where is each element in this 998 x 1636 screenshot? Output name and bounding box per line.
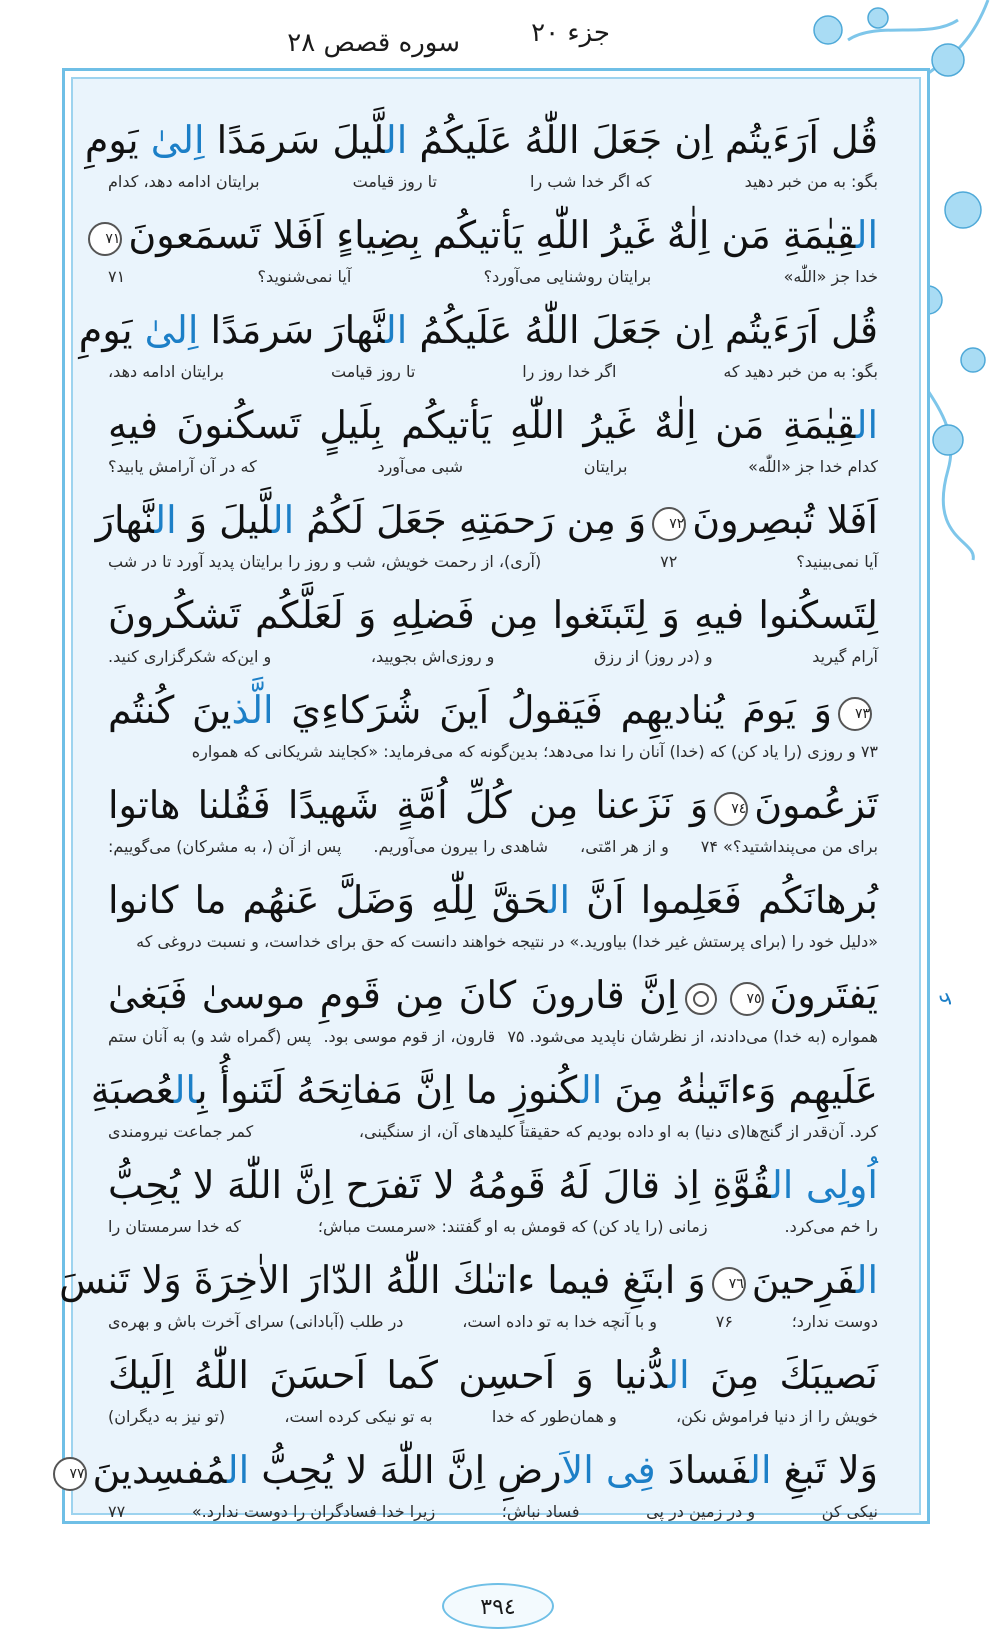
- verse-line-block: [108, 777, 878, 872]
- verse-line-block: [108, 967, 878, 1062]
- arabic-line: [108, 397, 878, 453]
- arabic-text: نَصيبَكَ مِنَ: [689, 1353, 878, 1397]
- persian-translation: [108, 1498, 878, 1528]
- verse-line-block: [108, 397, 878, 492]
- translation-phrase: تا روز قیامت: [352, 172, 437, 191]
- persian-translation: [108, 928, 878, 958]
- page-number: ۳۹٤: [442, 1583, 554, 1629]
- arabic-text: لِتَسكُنوا فيهِ وَ لِتَبتَغوا مِن فَضلِهِ وَ لَعَلَّكُم تَشكُرونَ: [108, 593, 878, 637]
- translation-phrase: به تو نیکی کرده است،: [284, 1407, 433, 1426]
- translation-phrase: برای من می‌پنداشتید؟» ۷۴: [700, 837, 878, 856]
- arabic-text: اِنَّ قارونَ كانَ مِن قَومِ موسىٰ فَبَغىٰ: [108, 973, 678, 1017]
- arabic-text: بُرهانَكُم فَعَلِموا اَنَّ: [570, 878, 878, 922]
- translation-phrase: شبی می‌آورد: [377, 457, 464, 476]
- arabic-line: [59, 1252, 878, 1308]
- translation-phrase: برایتان: [583, 457, 628, 476]
- arabic-text: اَرضِ اِنَّ اللّٰهَ لا يُحِبُّ: [249, 1448, 562, 1492]
- persian-translation: [108, 1023, 878, 1053]
- arabic-text: تَزعُمونَ: [754, 783, 878, 827]
- translation-phrase: آرام گیرید: [812, 647, 878, 666]
- highlighted-word: ال: [385, 308, 408, 352]
- arabic-text: قُل اَرَءَيتُم اِن جَعَلَ اللّٰهُ عَلَيكُمُ: [407, 118, 878, 162]
- highlighted-word: اِلىٰ: [150, 118, 205, 162]
- translation-phrase: ۷۶: [715, 1312, 733, 1331]
- highlighted-word: ال: [547, 878, 571, 922]
- highlighted-word: ال: [272, 498, 295, 542]
- translation-phrase: که اگر خدا شب را: [530, 172, 652, 191]
- arabic-text: فَرِحينَ: [751, 1258, 856, 1302]
- highlighted-word: ال: [855, 1258, 878, 1302]
- translation-phrase: پس (گمراه شد و) به آنان ستم: [108, 1027, 312, 1046]
- verse-number-marker: ٧٧: [53, 1457, 87, 1491]
- arabic-text: نَّهارَ سَرمَدًا: [198, 308, 386, 352]
- arabic-text: وَ مِن رَحمَتِهِ جَعَلَ لَكُمُ: [294, 498, 647, 542]
- highlighted-word: ال: [749, 1448, 772, 1492]
- arabic-text: يَومِ: [78, 308, 145, 352]
- translation-phrase: فساد نباش؛: [501, 1502, 580, 1521]
- verse-line-block: [78, 302, 878, 397]
- translation-phrase: و (در روز) از رزق: [594, 647, 713, 666]
- arabic-text: كُنوزِ ما اِنَّ مَفاتِحَهُ لَتَنوأُ بِ: [197, 1068, 581, 1112]
- highlighted-word: ال: [385, 118, 408, 162]
- persian-translation: [108, 1213, 878, 1243]
- translation-phrase: پس از آن (، به مشرکان) می‌گوییم:: [108, 837, 342, 856]
- arabic-text: [594, 1448, 606, 1492]
- translation-phrase: که خدا سرمستان را: [108, 1217, 241, 1236]
- translation-phrase: اگر خدا روز را: [522, 362, 617, 381]
- arabic-text: وَ ابتَغِ فيما ءاتىٰكَ اللّٰهُ الدّارَ الاٰخِرَةَ وَلا تَنسَ: [59, 1258, 706, 1302]
- arabic-line: [90, 1062, 878, 1118]
- translation-phrase: تا روز قیامت: [330, 362, 416, 381]
- verse-line-block: [105, 207, 878, 302]
- highlighted-word: ال: [855, 213, 878, 257]
- verse-line-block: [59, 1252, 878, 1347]
- arabic-line: [108, 777, 878, 833]
- arabic-line: [108, 1347, 878, 1403]
- arabic-text: ينَ كُنتُم: [108, 688, 232, 732]
- arabic-text: اَفَلا تُبصِرونَ: [692, 498, 878, 542]
- highlighted-word: ال: [667, 1353, 690, 1397]
- verse-number-marker: ٧٣: [838, 697, 872, 731]
- translation-phrase: کمر جماعت نیرومندی: [108, 1122, 254, 1141]
- translation-phrase: و با آنچه خدا به تو داده است،: [462, 1312, 657, 1331]
- sajda-side-mark: ﻋ: [932, 990, 958, 1005]
- verse-number-marker: ٧٢: [652, 507, 686, 541]
- translation-phrase: کدام خدا جز «اللّٰه»: [748, 457, 878, 476]
- persian-translation: [108, 643, 878, 673]
- arabic-text: نَّهارَ: [95, 498, 155, 542]
- juz-label: جزء ۲۰: [531, 18, 610, 48]
- translation-phrase: آیا نمی‌شنوید؟: [257, 267, 352, 286]
- arabic-text: يَفتَرونَ: [769, 973, 878, 1017]
- arabic-line: [105, 207, 878, 263]
- arabic-text: عَلَيهِم وَءاتَينٰهُ مِنَ: [602, 1068, 878, 1112]
- highlighted-word: ال: [154, 498, 177, 542]
- translation-phrase: و از هر امّتی،: [580, 837, 669, 856]
- translation-phrase: خدا جز «اللّٰه»: [783, 267, 878, 286]
- verse-line-block: [108, 587, 878, 682]
- highlighted-word: ال: [227, 1448, 250, 1492]
- arabic-text: دُّنيا وَ اَحسِن كَما اَحسَنَ اللّٰهُ اِلَيكَ: [108, 1353, 668, 1397]
- translation-phrase: «دلیل خود را (برای پرستش غیر خدا) بیاورید.» در نتیجه خواهند دانست که حق برای خداست، و نسبت دروغی که: [136, 932, 878, 951]
- highlighted-word: ال: [855, 403, 878, 447]
- verse-line-block: [69, 1442, 878, 1537]
- verse-number-marker: ٧٦: [712, 1267, 746, 1301]
- highlighted-word: ال: [580, 1068, 603, 1112]
- translation-phrase: برایتان ادامه دهد،: [108, 362, 225, 381]
- persian-translation: [108, 1118, 878, 1148]
- translation-phrase: ۷۳ و روزی (را یاد کن) که (خدا) آنان را ندا می‌دهد؛ بدین‌گونه که می‌فرماید: «کجایند شریکانی که همواره: [191, 742, 878, 761]
- verse-line-block: [84, 112, 878, 207]
- translation-phrase: برایتان ادامه دهد، کدام: [108, 172, 260, 191]
- arabic-text: وَ نَزَعنا مِن كُلِّ اُمَّةٍ شَهيدًا فَقُلنا هاتوا: [108, 783, 709, 827]
- arabic-text: وَ يَومَ يُناديهِم فَيَقولُ اَينَ شُرَكاءِيَ: [273, 688, 832, 732]
- persian-translation: [108, 548, 878, 578]
- translation-phrase: همواره (به خدا) می‌دادند، از نظرشان ناپدید می‌شود. ۷۵: [507, 1027, 878, 1046]
- arabic-line: [108, 682, 878, 738]
- verse-number-marker: ٧١: [88, 222, 122, 256]
- arabic-line: [108, 967, 878, 1023]
- highlighted-word: ال: [771, 1163, 794, 1207]
- arabic-line: [78, 302, 878, 358]
- verse-line-block: [108, 1347, 878, 1442]
- arabic-text: قِيٰمَةِ مَن اِلٰهٌ غَيرُ اللّٰهِ يَأتيكُم بِضِياءٍ اَفَلا تَسمَعونَ: [128, 213, 856, 257]
- translation-phrase: را خم می‌کرد.: [784, 1217, 878, 1236]
- translation-phrase: و روزی‌اش بجویید،: [370, 647, 495, 666]
- translation-phrase: شاهدی را بیرون می‌آوریم.: [373, 837, 549, 856]
- verse-line-block: [90, 1062, 878, 1157]
- persian-translation: [108, 1403, 878, 1433]
- surah-label: سوره قصص ۲۸: [287, 28, 460, 58]
- translation-phrase: زیرا خدا فسادگران را دوست ندارد.»: [191, 1502, 436, 1521]
- page-header: [190, 18, 610, 62]
- arabic-text: قُل اَرَءَيتُم اِن جَعَلَ اللّٰهُ عَلَيكُمُ: [407, 308, 878, 352]
- persian-translation: [108, 453, 878, 483]
- translation-phrase: بگو: به من خبر دهید: [744, 172, 878, 191]
- arabic-text: فَسادَ: [655, 1448, 750, 1492]
- translation-phrase: دوست ندارد؛: [791, 1312, 878, 1331]
- translation-phrase: بگو: به من خبر دهید که: [723, 362, 878, 381]
- arabic-line: [108, 587, 878, 643]
- verse-line-block: [95, 492, 878, 587]
- arabic-text: لَّيلَ وَ: [176, 498, 273, 542]
- arabic-text: يَومِ: [84, 118, 151, 162]
- highlighted-word: اِلىٰ: [144, 308, 199, 352]
- translation-phrase: و همان‌طور که خدا: [491, 1407, 617, 1426]
- translation-phrase: در طلب (آبادانی) سرای آخرت باش و بهره‌ی: [108, 1312, 404, 1331]
- highlighted-word: ال: [173, 1068, 197, 1112]
- translation-phrase: (آری)، از رحمت خویش، شب و روز را برایتان پدید آورد تا در شب: [108, 552, 542, 571]
- arabic-line: [108, 872, 878, 928]
- arabic-text: قُوَّةِ اِذ قالَ لَهُ قَومُهُ لا تَفرَح اِنَّ اللّٰهَ لا يُحِبُّ: [108, 1163, 772, 1207]
- translation-phrase: نیکی کن: [821, 1502, 878, 1521]
- translation-phrase: ۷۱: [108, 267, 126, 286]
- highlighted-word: الَّذ: [231, 688, 274, 732]
- quran-text: [59, 112, 878, 1537]
- persian-translation: [108, 358, 878, 388]
- verse-line-block: [108, 872, 878, 967]
- translation-phrase: و در زمین در پی: [646, 1502, 756, 1521]
- persian-translation: [108, 738, 878, 768]
- translation-phrase: قارون، از قوم موسی بود.: [323, 1027, 496, 1046]
- arabic-text: حَقَّ لِلّٰهِ وَضَلَّ عَنهُم ما كانوا: [108, 878, 548, 922]
- arabic-text: مُفسِدينَ: [92, 1448, 228, 1492]
- translation-phrase: خویش را از دنیا فراموش نکن،: [676, 1407, 878, 1426]
- arabic-text: [793, 1163, 805, 1207]
- translation-phrase: برایتان روشنایی می‌آورد؟: [483, 267, 652, 286]
- arabic-line: [108, 1157, 878, 1213]
- translation-phrase: آیا نمی‌بینید؟: [796, 552, 878, 571]
- verse-number-marker: ٧٥: [730, 982, 764, 1016]
- persian-translation: [108, 263, 878, 293]
- arabic-text: لَّيلَ سَرمَدًا: [204, 118, 386, 162]
- translation-phrase: (تو نیز به دیگران): [108, 1407, 226, 1426]
- verse-line-block: [108, 682, 878, 777]
- verse-line-block: [108, 1157, 878, 1252]
- arabic-text: عُصبَةِ: [90, 1068, 174, 1112]
- persian-translation: [108, 168, 878, 198]
- arabic-line: [69, 1442, 878, 1498]
- sajda-rosette-icon: [684, 982, 718, 1016]
- persian-translation: [108, 833, 878, 863]
- arabic-line: [95, 492, 878, 548]
- persian-translation: [108, 1308, 878, 1338]
- arabic-text: قِيٰمَةِ مَن اِلٰهٌ غَيرُ اللّٰهِ يَأتيكُم بِلَيلٍ تَسكُنونَ فيهِ: [108, 403, 856, 447]
- translation-phrase: زمانی (را یاد کن) که قومش به او گفتند: «سرمست مباش؛: [317, 1217, 708, 1236]
- translation-phrase: ۷۷: [108, 1502, 126, 1521]
- verse-number-marker: ٧٤: [714, 792, 748, 826]
- arabic-text: وَلا تَبغِ: [771, 1448, 878, 1492]
- translation-phrase: کرد. آن‌قدر از گنج‌ها(ی دنیا) به او داده بودیم که حقیقتاً کلیدهای آن، از سنگینی،: [358, 1122, 878, 1141]
- translation-phrase: که در آن آرامش یابید؟: [108, 457, 257, 476]
- translation-phrase: و این‌که شکرگزاری کنید.: [108, 647, 272, 666]
- highlighted-word: اُولِى: [805, 1163, 878, 1207]
- translation-phrase: ۷۲: [660, 552, 678, 571]
- highlighted-word: ال: [561, 1448, 594, 1492]
- arabic-line: [84, 112, 878, 168]
- highlighted-word: فِى: [605, 1448, 656, 1492]
